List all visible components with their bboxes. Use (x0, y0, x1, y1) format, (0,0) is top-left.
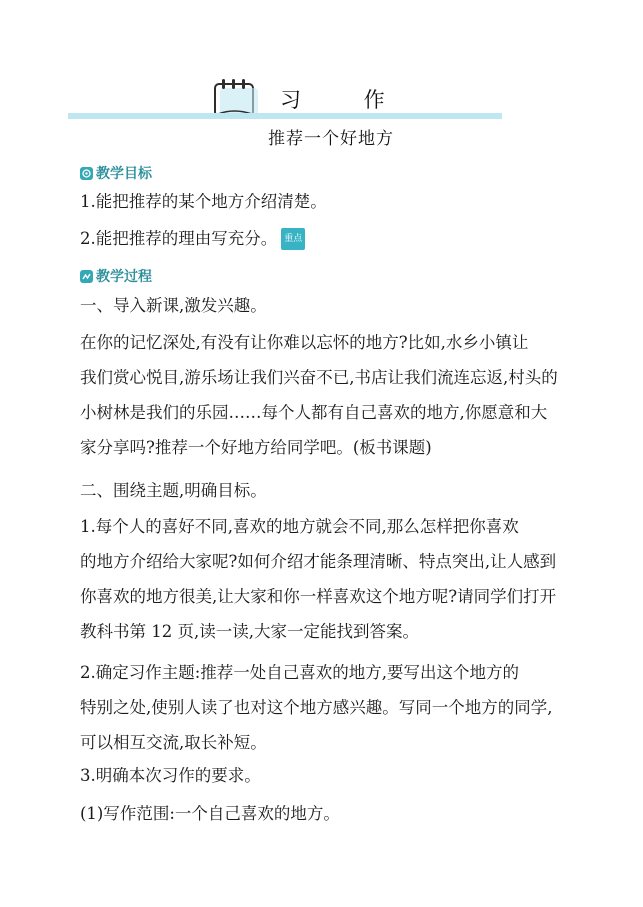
goal-item: 2.能把推荐的理由写充分。 (80, 229, 278, 248)
goal-item: 1.能把推荐的某个地方介绍清楚。 (80, 192, 327, 211)
key-point-badge: 重点 (281, 228, 305, 250)
item1-paragraph (80, 509, 568, 649)
process-label-text: 教学过程 (96, 269, 152, 285)
paragraph-line: 特别之处,使别人读了也对这个地方感兴趣。写同一个地方的同学, (80, 698, 553, 717)
step1-heading: 一、导入新课,激发兴趣。 (80, 296, 267, 315)
item2-paragraph (80, 655, 568, 760)
target-icon (80, 167, 93, 180)
paragraph-line: 我们赏心悦目,游乐场让我们兴奋不已,书店让我们流连忘返,村头的 (80, 368, 558, 387)
step2-heading: 二、围绕主题,明确目标。 (80, 481, 267, 500)
process-section-label (80, 266, 152, 286)
page-title: 习 作 (280, 88, 413, 112)
lesson-subtitle: 推荐一个好地方 (268, 129, 394, 149)
step1-paragraph (80, 325, 568, 465)
goal-item-row (80, 228, 305, 250)
paragraph-line: 小树林是我们的乐园……每个人都有自己喜欢的地方,你愿意和大 (80, 403, 548, 422)
paragraph-line: 在你的记忆深处,有没有让你难以忘怀的地方?比如,水乡小镇让 (80, 333, 529, 352)
paragraph-line: 家分享吗?推荐一个好地方给同学吧。(板书课题) (80, 438, 432, 457)
item3-sub1: (1)写作范围:一个自己喜欢的地方。 (80, 804, 340, 823)
goals-label-text: 教学目标 (96, 166, 152, 182)
paragraph-line: 你喜欢的地方很美,让大家和你一样喜欢这个地方呢?请同学们打开 (80, 587, 557, 606)
title-underline (68, 113, 502, 119)
goals-section-label (80, 163, 152, 183)
paragraph-line: 2.确定习作主题:推荐一处自己喜欢的地方,要写出这个地方的 (80, 663, 520, 682)
paragraph-line: 教科书第 12 页,读一读,大家一定能找到答案。 (80, 622, 419, 641)
paragraph-line: 1.每个人的喜好不同,喜欢的地方就会不同,那么怎样把你喜欢 (80, 517, 519, 536)
page-header (0, 0, 643, 150)
item3-heading: 3.明确本次习作的要求。 (80, 766, 261, 785)
paragraph-line: 可以相互交流,取长补短。 (80, 733, 267, 752)
process-icon (80, 270, 93, 283)
paragraph-line: 的地方介绍给大家呢?如何介绍才能条理清晰、特点突出,让人感到 (80, 552, 557, 571)
